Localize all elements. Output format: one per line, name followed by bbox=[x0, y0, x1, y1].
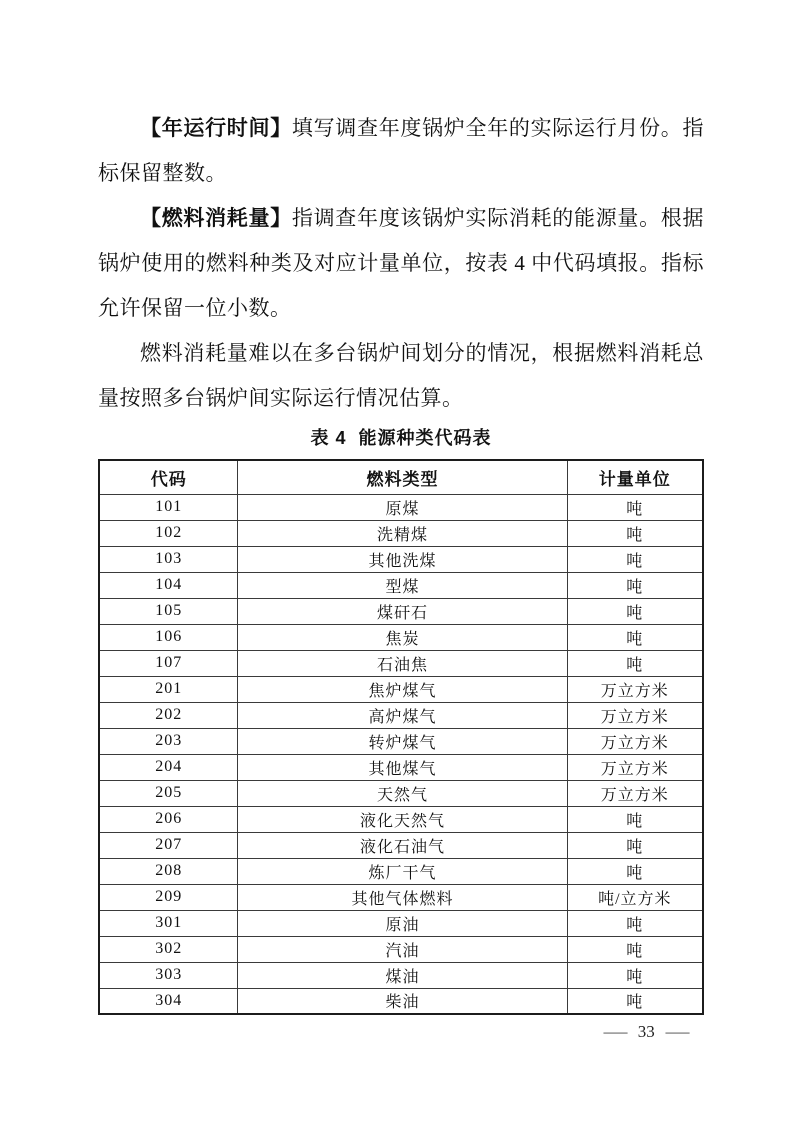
page-footer bbox=[98, 1022, 704, 1042]
unit-cell: 吨 bbox=[567, 520, 703, 546]
fuel-type-cell: 焦炉煤气 bbox=[238, 676, 567, 702]
code-cell: 203 bbox=[99, 728, 238, 754]
table-header-fuel-type: 燃料类型 bbox=[238, 460, 567, 494]
unit-cell: 万立方米 bbox=[567, 728, 703, 754]
fuel-type-cell: 天然气 bbox=[238, 780, 567, 806]
unit-cell: 吨 bbox=[567, 910, 703, 936]
unit-cell: 吨 bbox=[567, 546, 703, 572]
paragraph-text: 指调查年度该锅炉实际消耗的能源量。根据锅炉使用的燃料种类及对应计量单位，按表 4 中代码填报。指标允许保留一位小数。 bbox=[98, 206, 705, 320]
table-row bbox=[99, 806, 703, 832]
table-row bbox=[99, 546, 703, 572]
table-row bbox=[99, 598, 703, 624]
paragraph-text: 填写调查年度锅炉全年的实际运行月份。指标保留整数。 bbox=[98, 116, 705, 185]
table-row bbox=[99, 910, 703, 936]
code-cell: 202 bbox=[99, 702, 238, 728]
code-cell: 208 bbox=[99, 858, 238, 884]
table-row bbox=[99, 962, 703, 988]
page-number-dash-left: — bbox=[603, 1022, 627, 1041]
unit-cell: 吨 bbox=[567, 988, 703, 1014]
term-year-runtime: 【年运行时间】 bbox=[140, 116, 292, 140]
fuel-type-cell: 液化天然气 bbox=[238, 806, 567, 832]
unit-cell: 吨 bbox=[567, 936, 703, 962]
unit-cell: 吨 bbox=[567, 572, 703, 598]
fuel-type-cell: 型煤 bbox=[238, 572, 567, 598]
unit-cell: 吨 bbox=[567, 832, 703, 858]
page-content bbox=[98, 0, 704, 1042]
fuel-type-cell: 高炉煤气 bbox=[238, 702, 567, 728]
fuel-type-cell: 其他洗煤 bbox=[238, 546, 567, 572]
table-row bbox=[99, 832, 703, 858]
table-row bbox=[99, 676, 703, 702]
fuel-type-cell: 焦炭 bbox=[238, 624, 567, 650]
code-cell: 302 bbox=[99, 936, 238, 962]
paragraph-estimation-note bbox=[98, 331, 704, 421]
code-cell: 209 bbox=[99, 884, 238, 910]
table-row bbox=[99, 702, 703, 728]
term-fuel-consumption: 【燃料消耗量】 bbox=[140, 206, 292, 230]
fuel-type-cell: 柴油 bbox=[238, 988, 567, 1014]
unit-cell: 万立方米 bbox=[567, 676, 703, 702]
code-cell: 206 bbox=[99, 806, 238, 832]
table-row bbox=[99, 780, 703, 806]
unit-cell: 吨 bbox=[567, 624, 703, 650]
table-row bbox=[99, 650, 703, 676]
code-cell: 107 bbox=[99, 650, 238, 676]
unit-cell: 万立方米 bbox=[567, 702, 703, 728]
paragraph-text: 燃料消耗量难以在多台锅炉间划分的情况，根据燃料消耗总量按照多台锅炉间实际运行情况估算。 bbox=[98, 341, 704, 410]
code-cell: 105 bbox=[99, 598, 238, 624]
table-row bbox=[99, 754, 703, 780]
fuel-type-cell: 转炉煤气 bbox=[238, 728, 567, 754]
code-cell: 205 bbox=[99, 780, 238, 806]
unit-cell: 吨/立方米 bbox=[567, 884, 703, 910]
fuel-type-cell: 煤矸石 bbox=[238, 598, 567, 624]
page-number-value: 33 bbox=[637, 1022, 655, 1041]
code-cell: 304 bbox=[99, 988, 238, 1014]
table-header-row bbox=[99, 460, 703, 494]
unit-cell: 吨 bbox=[567, 962, 703, 988]
fuel-type-cell: 汽油 bbox=[238, 936, 567, 962]
unit-cell: 吨 bbox=[567, 858, 703, 884]
code-cell: 303 bbox=[99, 962, 238, 988]
unit-cell: 万立方米 bbox=[567, 780, 703, 806]
fuel-type-cell: 原油 bbox=[238, 910, 567, 936]
fuel-type-cell: 原煤 bbox=[238, 494, 567, 520]
code-cell: 104 bbox=[99, 572, 238, 598]
unit-cell: 吨 bbox=[567, 650, 703, 676]
table-header-code: 代码 bbox=[99, 460, 238, 494]
unit-cell: 吨 bbox=[567, 494, 703, 520]
fuel-type-cell: 石油焦 bbox=[238, 650, 567, 676]
code-cell: 301 bbox=[99, 910, 238, 936]
table-caption-title: 能源种类代码表 bbox=[358, 428, 492, 448]
table-caption bbox=[98, 424, 704, 450]
page-number-dash-right: — bbox=[665, 1022, 690, 1041]
table-row bbox=[99, 520, 703, 546]
fuel-type-cell: 炼厂干气 bbox=[238, 858, 567, 884]
code-cell: 101 bbox=[99, 494, 238, 520]
paragraph-year-runtime bbox=[98, 106, 704, 196]
fuel-type-cell: 洗精煤 bbox=[238, 520, 567, 546]
unit-cell: 万立方米 bbox=[567, 754, 703, 780]
table-row bbox=[99, 858, 703, 884]
energy-code-table bbox=[98, 459, 704, 1015]
table-row bbox=[99, 624, 703, 650]
table-row bbox=[99, 728, 703, 754]
table-caption-label: 表 4 bbox=[310, 428, 347, 448]
fuel-type-cell: 煤油 bbox=[238, 962, 567, 988]
table-row bbox=[99, 494, 703, 520]
code-cell: 201 bbox=[99, 676, 238, 702]
table-row bbox=[99, 572, 703, 598]
code-cell: 106 bbox=[99, 624, 238, 650]
code-cell: 102 bbox=[99, 520, 238, 546]
code-cell: 204 bbox=[99, 754, 238, 780]
code-cell: 207 bbox=[99, 832, 238, 858]
table-row bbox=[99, 884, 703, 910]
unit-cell: 吨 bbox=[567, 598, 703, 624]
table-header-unit: 计量单位 bbox=[567, 460, 703, 494]
paragraph-fuel-consumption bbox=[98, 196, 704, 331]
fuel-type-cell: 其他气体燃料 bbox=[238, 884, 567, 910]
table-row bbox=[99, 936, 703, 962]
fuel-type-cell: 液化石油气 bbox=[238, 832, 567, 858]
table-row bbox=[99, 988, 703, 1014]
unit-cell: 吨 bbox=[567, 806, 703, 832]
fuel-type-cell: 其他煤气 bbox=[238, 754, 567, 780]
code-cell: 103 bbox=[99, 546, 238, 572]
